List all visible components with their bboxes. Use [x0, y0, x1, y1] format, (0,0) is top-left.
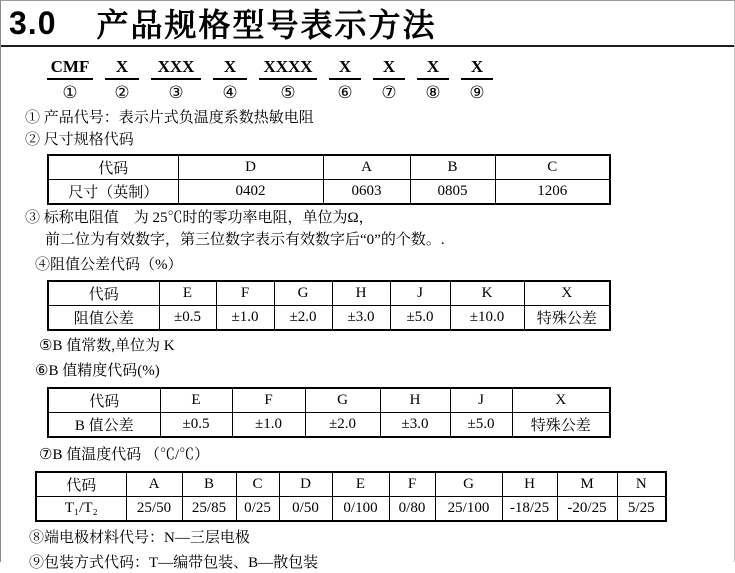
table-cell: ±1.0: [232, 413, 305, 438]
format-index: ②: [114, 83, 130, 102]
section-number: 3.0: [9, 4, 57, 41]
table-cell: -20/25: [557, 497, 617, 522]
format-index: ⑧: [425, 83, 441, 102]
b-value-tolerance-table: [47, 387, 611, 438]
table-row: [48, 306, 610, 331]
table-cell: 0402: [178, 180, 323, 205]
table-cell: T₁/T₂: [36, 497, 126, 522]
format-segment: [461, 57, 493, 103]
note-b-constant: ⑤B 值常数,单位为 K: [39, 338, 175, 354]
table-cell: ±10.0: [450, 306, 524, 331]
format-segment: [47, 57, 93, 103]
format-segment: [417, 57, 449, 103]
table-cell: 0/80: [389, 497, 435, 522]
table-cell: 0/25: [236, 497, 279, 522]
table-cell: E: [159, 281, 216, 306]
table-row: [48, 180, 610, 205]
note-size-code: ② 尺寸规格代码: [25, 132, 134, 148]
format-code: XXXX: [259, 57, 317, 80]
table-cell: A: [323, 155, 410, 180]
format-code: X: [373, 57, 405, 80]
table-cell: ±0.5: [160, 413, 232, 438]
table-cell: X: [524, 281, 610, 306]
format-index: ⑦: [381, 83, 397, 102]
note-b-precision: ⑥B 值精度代码(%): [35, 363, 160, 379]
table-cell: 0/100: [332, 497, 389, 522]
table-cell: D: [178, 155, 323, 180]
table-cell: ±5.0: [390, 306, 450, 331]
format-index: ④: [222, 83, 238, 102]
table-cell: 5/25: [617, 497, 666, 522]
format-code: XXX: [151, 57, 201, 80]
table-cell: H: [332, 281, 390, 306]
format-segment: [259, 57, 317, 103]
table-cell: ±0.5: [159, 306, 216, 331]
format-segment: [213, 57, 247, 103]
table-row: [48, 155, 610, 180]
table-cell: 特殊公差: [512, 413, 610, 438]
table-row: [36, 472, 666, 497]
table-cell: 特殊公差: [524, 306, 610, 331]
table-cell: ±3.0: [380, 413, 450, 438]
format-code: X: [417, 57, 449, 80]
format-code: X: [329, 57, 361, 80]
format-index: ⑤: [280, 83, 296, 102]
table-cell: 1206: [495, 180, 610, 205]
format-code: CMF: [47, 57, 93, 80]
format-segment: [373, 57, 405, 103]
table-cell: 25/50: [126, 497, 182, 522]
table-cell: D: [279, 472, 332, 497]
table-cell: B: [410, 155, 495, 180]
table-cell: G: [435, 472, 502, 497]
format-index: ⑥: [337, 83, 353, 102]
table-cell: 0805: [410, 180, 495, 205]
page-title: [1, 1, 734, 47]
table-cell: 代码: [36, 472, 126, 497]
model-format-diagram: [47, 57, 734, 103]
format-index: ③: [168, 83, 184, 102]
table-cell: A: [126, 472, 182, 497]
b-temperature-table: [35, 471, 667, 522]
table-cell: 尺寸（英制）: [48, 180, 178, 205]
table-cell: 25/100: [435, 497, 502, 522]
table-cell: N: [617, 472, 666, 497]
format-code: X: [105, 57, 139, 80]
table-cell: B: [182, 472, 236, 497]
table-cell: G: [274, 281, 332, 306]
size-code-table: [47, 154, 611, 205]
note-electrode: ⑧端电极材料代号：N—三层电极: [29, 530, 250, 546]
table-cell: 0/50: [279, 497, 332, 522]
table-cell: B 值公差: [48, 413, 160, 438]
table-cell: ±1.0: [216, 306, 274, 331]
format-code: X: [461, 57, 493, 80]
table-cell: C: [495, 155, 610, 180]
table-cell: K: [450, 281, 524, 306]
format-segment: [151, 57, 201, 103]
table-cell: M: [557, 472, 617, 497]
table-cell: G: [305, 388, 380, 413]
table-row: [36, 497, 666, 522]
table-cell: C: [236, 472, 279, 497]
table-cell: ±2.0: [305, 413, 380, 438]
format-index: ①: [62, 83, 78, 102]
format-segment: [105, 57, 139, 103]
table-cell: 0603: [323, 180, 410, 205]
table-cell: 代码: [48, 155, 178, 180]
note-b-temperature: ⑦B 值温度代码 （℃/℃）: [39, 447, 210, 463]
note-tolerance-code: ④阻值公差代码（%）: [35, 257, 183, 273]
resistance-tolerance-table: [47, 280, 611, 331]
table-cell: ±5.0: [450, 413, 512, 438]
format-segment: [329, 57, 361, 103]
note-resistance-line1: ③ 标称电阻值 为 25℃时的零功率电阻，单位为Ω，: [25, 210, 374, 226]
table-cell: ±3.0: [332, 306, 390, 331]
table-cell: F: [389, 472, 435, 497]
table-cell: H: [380, 388, 450, 413]
page-title-text: 产品规格型号表示方法: [96, 7, 437, 43]
format-code: X: [213, 57, 247, 80]
table-row: [48, 281, 610, 306]
table-cell: H: [502, 472, 557, 497]
table-cell: 代码: [48, 281, 159, 306]
table-cell: F: [232, 388, 305, 413]
table-cell: 25/85: [182, 497, 236, 522]
table-row: [48, 413, 610, 438]
table-cell: J: [390, 281, 450, 306]
table-cell: E: [332, 472, 389, 497]
table-cell: -18/25: [502, 497, 557, 522]
table-cell: E: [160, 388, 232, 413]
table-cell: X: [512, 388, 610, 413]
table-cell: 阻值公差: [48, 306, 159, 331]
table-cell: J: [450, 388, 512, 413]
note-resistance-line2: 前二位为有效数字，第三位数字表示有效数字后“0”的个数。.: [45, 232, 445, 248]
note-packaging: ⑨包装方式代码：T—编带包装、B—散包装: [29, 555, 319, 571]
note-product-code: ① 产品代号：表示片式负温度系数热敏电阻: [25, 110, 314, 126]
table-row: [48, 388, 610, 413]
format-index: ⑨: [469, 83, 485, 102]
table-cell: ±2.0: [274, 306, 332, 331]
table-cell: F: [216, 281, 274, 306]
table-cell: 代码: [48, 388, 160, 413]
